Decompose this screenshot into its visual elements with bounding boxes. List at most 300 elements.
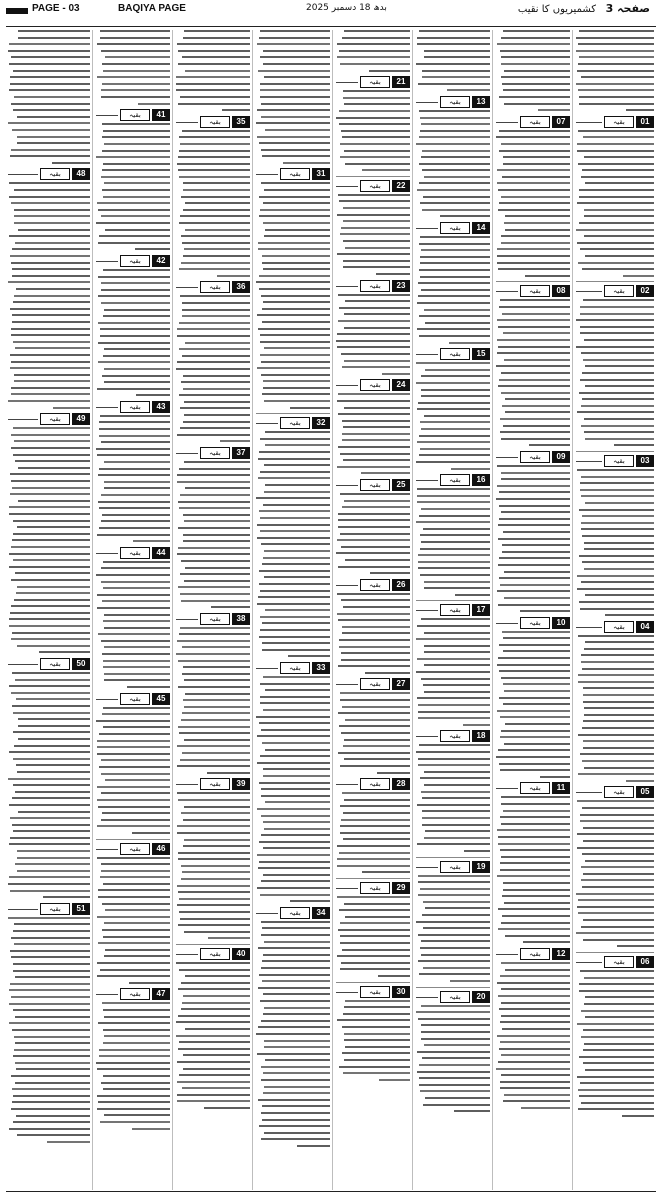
label-rule bbox=[416, 480, 438, 481]
column-7 bbox=[96, 30, 170, 1190]
label-rule bbox=[176, 122, 198, 123]
story-label bbox=[416, 222, 490, 234]
story-text bbox=[336, 493, 410, 574]
story-tag: بقیہ bbox=[440, 474, 470, 486]
story-tag: بقیہ bbox=[520, 948, 550, 960]
story-number: 49 bbox=[72, 413, 90, 425]
story-tag: بقیہ bbox=[440, 604, 470, 616]
story-number: 28 bbox=[392, 778, 410, 790]
story-number: 23 bbox=[392, 280, 410, 292]
story-text bbox=[8, 30, 90, 164]
story-tag: بقیہ bbox=[360, 579, 390, 591]
column-4 bbox=[336, 30, 410, 1190]
story-number: 31 bbox=[312, 168, 330, 180]
label-rule bbox=[96, 261, 118, 262]
story-number: 37 bbox=[232, 447, 250, 459]
story-number: 22 bbox=[392, 180, 410, 192]
story-number: 21 bbox=[392, 76, 410, 88]
story-tag: بقیہ bbox=[360, 678, 390, 690]
story-tag: بقیہ bbox=[280, 417, 310, 429]
story-number: 10 bbox=[552, 617, 570, 629]
story-number: 32 bbox=[312, 417, 330, 429]
story-tag: بقیہ bbox=[520, 451, 550, 463]
story-tag: بقیہ bbox=[360, 986, 390, 998]
story-number: 16 bbox=[472, 474, 490, 486]
story-text bbox=[336, 90, 410, 171]
story-label bbox=[256, 168, 330, 180]
story-number: 06 bbox=[636, 956, 654, 968]
section-name: BAQIYA PAGE bbox=[118, 3, 186, 14]
footer-rule bbox=[6, 1191, 656, 1192]
story-label bbox=[336, 280, 410, 292]
label-rule bbox=[336, 585, 358, 586]
story-label bbox=[496, 948, 570, 960]
label-rule bbox=[256, 423, 278, 424]
story-number: 17 bbox=[472, 604, 490, 616]
story-number: 18 bbox=[472, 730, 490, 742]
story-text bbox=[176, 295, 250, 442]
story-label bbox=[176, 778, 250, 790]
story-label bbox=[336, 986, 410, 998]
story-tag: بقیہ bbox=[120, 255, 150, 267]
masthead bbox=[518, 2, 650, 15]
story-text bbox=[576, 970, 654, 1117]
story-number: 30 bbox=[392, 986, 410, 998]
story-tag: بقیہ bbox=[280, 907, 310, 919]
story-label bbox=[496, 451, 570, 463]
story-number: 33 bbox=[312, 662, 330, 674]
story-tag: بقیہ bbox=[604, 455, 634, 467]
story-tag: بقیہ bbox=[360, 882, 390, 894]
column-separator bbox=[412, 30, 413, 1190]
story-tag: بقیہ bbox=[440, 348, 470, 360]
label-rule bbox=[576, 291, 602, 292]
column-2 bbox=[496, 30, 570, 1190]
story-tag: بقیہ bbox=[40, 413, 70, 425]
label-rule bbox=[416, 610, 438, 611]
label-rule bbox=[576, 962, 602, 963]
masthead-script: کشمیریوں کا نقیب bbox=[517, 4, 597, 15]
story-number: 41 bbox=[152, 109, 170, 121]
story-text bbox=[8, 917, 90, 1143]
story-divider bbox=[336, 878, 410, 879]
story-number: 38 bbox=[232, 613, 250, 625]
story-text bbox=[336, 593, 410, 674]
column-separator bbox=[572, 30, 573, 1190]
label-rule bbox=[496, 457, 518, 458]
story-text bbox=[336, 792, 410, 873]
story-tag: بقیہ bbox=[120, 988, 150, 1000]
label-rule bbox=[336, 684, 358, 685]
story-label bbox=[176, 281, 250, 293]
story-text bbox=[96, 269, 170, 396]
story-label bbox=[496, 116, 570, 128]
label-rule bbox=[336, 485, 358, 486]
story-tag: بقیہ bbox=[40, 168, 70, 180]
story-number: 47 bbox=[152, 988, 170, 1000]
story-text bbox=[496, 30, 570, 111]
column-separator bbox=[172, 30, 173, 1190]
label-rule bbox=[576, 792, 602, 793]
label-rule bbox=[336, 385, 358, 386]
story-label bbox=[256, 662, 330, 674]
story-tag: بقیہ bbox=[360, 180, 390, 192]
label-rule bbox=[576, 627, 602, 628]
story-text bbox=[576, 30, 654, 111]
story-tag: بقیہ bbox=[280, 662, 310, 674]
story-label bbox=[8, 168, 90, 180]
story-number: 50 bbox=[72, 658, 90, 670]
column-separator bbox=[492, 30, 493, 1190]
story-divider bbox=[496, 281, 570, 282]
story-number: 15 bbox=[472, 348, 490, 360]
story-text bbox=[96, 857, 170, 984]
story-number: 02 bbox=[636, 285, 654, 297]
story-text bbox=[416, 1005, 490, 1113]
label-rule bbox=[256, 913, 278, 914]
story-text bbox=[96, 707, 170, 834]
story-text bbox=[176, 792, 250, 939]
column-separator bbox=[92, 30, 93, 1190]
story-number: 27 bbox=[392, 678, 410, 690]
story-number: 42 bbox=[152, 255, 170, 267]
story-tag: بقیہ bbox=[360, 479, 390, 491]
story-number: 14 bbox=[472, 222, 490, 234]
story-number: 44 bbox=[152, 547, 170, 559]
story-text bbox=[96, 561, 170, 688]
label-rule bbox=[416, 102, 438, 103]
story-text bbox=[256, 30, 330, 164]
story-label bbox=[96, 547, 170, 559]
story-text bbox=[576, 299, 654, 446]
story-text bbox=[496, 796, 570, 943]
story-text bbox=[96, 30, 170, 105]
story-text bbox=[176, 30, 250, 111]
story-tag: بقیہ bbox=[360, 778, 390, 790]
story-label bbox=[336, 882, 410, 894]
label-rule bbox=[576, 122, 602, 123]
column-8 bbox=[8, 30, 90, 1190]
story-number: 03 bbox=[636, 455, 654, 467]
story-label bbox=[576, 786, 654, 798]
story-label bbox=[576, 116, 654, 128]
story-label bbox=[416, 348, 490, 360]
label-rule bbox=[176, 287, 198, 288]
story-text bbox=[496, 130, 570, 277]
label-rule bbox=[416, 354, 438, 355]
story-label bbox=[336, 76, 410, 88]
story-number: 13 bbox=[472, 96, 490, 108]
story-text bbox=[416, 618, 490, 726]
story-number: 26 bbox=[392, 579, 410, 591]
story-text bbox=[336, 1000, 410, 1081]
story-label bbox=[8, 413, 90, 425]
story-tag: بقیہ bbox=[520, 116, 550, 128]
story-text bbox=[336, 294, 410, 375]
story-label bbox=[576, 285, 654, 297]
story-label bbox=[496, 782, 570, 794]
label-rule bbox=[496, 954, 518, 955]
story-number: 12 bbox=[552, 948, 570, 960]
story-number: 05 bbox=[636, 786, 654, 798]
story-number: 45 bbox=[152, 693, 170, 705]
story-label bbox=[176, 613, 250, 625]
label-rule bbox=[176, 453, 198, 454]
story-number: 39 bbox=[232, 778, 250, 790]
story-label bbox=[416, 474, 490, 486]
label-rule bbox=[416, 228, 438, 229]
story-divider bbox=[176, 944, 250, 945]
story-text bbox=[336, 896, 410, 977]
story-text bbox=[176, 627, 250, 774]
label-rule bbox=[176, 954, 198, 955]
story-label bbox=[176, 447, 250, 459]
story-tag: بقیہ bbox=[200, 281, 230, 293]
story-label bbox=[416, 861, 490, 873]
story-label bbox=[96, 109, 170, 121]
story-tag: بقیہ bbox=[120, 109, 150, 121]
story-tag: بقیہ bbox=[200, 613, 230, 625]
story-label bbox=[176, 948, 250, 960]
story-tag: بقیہ bbox=[120, 843, 150, 855]
story-label bbox=[336, 778, 410, 790]
story-text bbox=[416, 875, 490, 983]
story-tag: بقیہ bbox=[604, 621, 634, 633]
story-number: 46 bbox=[152, 843, 170, 855]
label-rule bbox=[416, 736, 438, 737]
story-number: 36 bbox=[232, 281, 250, 293]
label-rule bbox=[336, 82, 358, 83]
story-number: 29 bbox=[392, 882, 410, 894]
story-text bbox=[416, 236, 490, 344]
label-rule bbox=[96, 994, 118, 995]
story-label bbox=[336, 479, 410, 491]
story-text bbox=[416, 30, 490, 91]
story-label bbox=[256, 907, 330, 919]
story-number: 11 bbox=[552, 782, 570, 794]
story-tag: بقیہ bbox=[200, 116, 230, 128]
story-tag: بقیہ bbox=[604, 285, 634, 297]
story-tag: بقیہ bbox=[520, 285, 550, 297]
story-divider bbox=[416, 600, 490, 601]
story-tag: بقیہ bbox=[604, 786, 634, 798]
story-tag: بقیہ bbox=[200, 778, 230, 790]
story-label bbox=[256, 417, 330, 429]
story-text bbox=[496, 299, 570, 446]
label-rule bbox=[336, 186, 358, 187]
story-divider bbox=[416, 857, 490, 858]
story-text bbox=[256, 676, 330, 902]
story-divider bbox=[576, 952, 654, 953]
page-label: PAGE - 03 bbox=[32, 3, 80, 14]
label-rule bbox=[256, 668, 278, 669]
story-tag: بقیہ bbox=[440, 222, 470, 234]
story-divider bbox=[576, 281, 654, 282]
story-divider bbox=[256, 413, 330, 414]
story-number: 20 bbox=[472, 991, 490, 1003]
label-rule bbox=[8, 174, 38, 175]
story-number: 25 bbox=[392, 479, 410, 491]
label-rule bbox=[336, 784, 358, 785]
story-text bbox=[416, 362, 490, 470]
story-text bbox=[96, 415, 170, 542]
page-header bbox=[6, 0, 656, 27]
story-label bbox=[336, 379, 410, 391]
story-label bbox=[496, 285, 570, 297]
story-label bbox=[416, 730, 490, 742]
column-6 bbox=[176, 30, 250, 1190]
story-text bbox=[336, 393, 410, 474]
story-divider bbox=[416, 987, 490, 988]
story-text bbox=[256, 431, 330, 657]
story-tag: بقیہ bbox=[40, 658, 70, 670]
story-number: 34 bbox=[312, 907, 330, 919]
story-divider bbox=[336, 176, 410, 177]
story-label bbox=[576, 956, 654, 968]
story-number: 01 bbox=[636, 116, 654, 128]
story-text bbox=[496, 962, 570, 1109]
story-text bbox=[256, 921, 330, 1147]
story-text bbox=[176, 130, 250, 277]
story-text bbox=[8, 427, 90, 653]
label-rule bbox=[8, 664, 38, 665]
header-marker-bar bbox=[6, 8, 28, 14]
story-label bbox=[576, 621, 654, 633]
story-tag: بقیہ bbox=[360, 76, 390, 88]
story-text bbox=[8, 672, 90, 898]
story-text bbox=[416, 488, 490, 596]
story-text bbox=[416, 744, 490, 852]
story-label bbox=[336, 180, 410, 192]
story-text bbox=[176, 962, 250, 1109]
story-text bbox=[576, 130, 654, 277]
story-label bbox=[8, 903, 90, 915]
story-label bbox=[96, 693, 170, 705]
issue-date: بدھ 18 دسمبر 2025 bbox=[306, 3, 387, 13]
story-tag: بقیہ bbox=[120, 547, 150, 559]
story-label bbox=[8, 658, 90, 670]
label-rule bbox=[416, 867, 438, 868]
label-rule bbox=[496, 122, 518, 123]
label-rule bbox=[576, 461, 602, 462]
story-text bbox=[496, 465, 570, 612]
story-number: 35 bbox=[232, 116, 250, 128]
story-text bbox=[576, 635, 654, 782]
story-label bbox=[96, 401, 170, 413]
label-rule bbox=[336, 888, 358, 889]
label-rule bbox=[96, 849, 118, 850]
story-label bbox=[96, 843, 170, 855]
story-label bbox=[416, 96, 490, 108]
story-number: 40 bbox=[232, 948, 250, 960]
story-number: 09 bbox=[552, 451, 570, 463]
story-tag: بقیہ bbox=[520, 617, 550, 629]
label-rule bbox=[336, 992, 358, 993]
story-label bbox=[96, 255, 170, 267]
story-label bbox=[576, 455, 654, 467]
story-tag: بقیہ bbox=[280, 168, 310, 180]
story-tag: بقیہ bbox=[604, 956, 634, 968]
story-label bbox=[336, 678, 410, 690]
story-text bbox=[576, 800, 654, 947]
story-divider bbox=[96, 839, 170, 840]
page-number-script: صفحہ 3 bbox=[605, 2, 650, 15]
label-rule bbox=[96, 699, 118, 700]
story-label bbox=[336, 579, 410, 591]
story-number: 43 bbox=[152, 401, 170, 413]
story-tag: بقیہ bbox=[604, 116, 634, 128]
story-text bbox=[176, 461, 250, 608]
column-3 bbox=[416, 30, 490, 1190]
column-5 bbox=[256, 30, 330, 1190]
newspaper-page bbox=[6, 0, 656, 1200]
label-rule bbox=[496, 291, 518, 292]
story-tag: بقیہ bbox=[200, 447, 230, 459]
story-tag: بقیہ bbox=[360, 379, 390, 391]
story-text bbox=[8, 182, 90, 408]
story-text bbox=[96, 123, 170, 250]
story-text bbox=[336, 30, 410, 72]
label-rule bbox=[8, 419, 38, 420]
column-separator bbox=[252, 30, 253, 1190]
story-text bbox=[576, 469, 654, 616]
story-text bbox=[496, 631, 570, 778]
story-text bbox=[416, 110, 490, 218]
story-tag: بقیہ bbox=[120, 693, 150, 705]
story-text bbox=[256, 182, 330, 408]
story-tag: بقیہ bbox=[200, 948, 230, 960]
story-tag: بقیہ bbox=[440, 730, 470, 742]
story-tag: بقیہ bbox=[120, 401, 150, 413]
label-rule bbox=[496, 623, 518, 624]
story-divider bbox=[576, 451, 654, 452]
story-text bbox=[336, 692, 410, 773]
story-label bbox=[416, 991, 490, 1003]
column-separator bbox=[332, 30, 333, 1190]
label-rule bbox=[8, 909, 38, 910]
story-text bbox=[96, 1002, 170, 1129]
story-label bbox=[176, 116, 250, 128]
story-number: 51 bbox=[72, 903, 90, 915]
story-number: 48 bbox=[72, 168, 90, 180]
story-tag: بقیہ bbox=[40, 903, 70, 915]
story-number: 07 bbox=[552, 116, 570, 128]
story-tag: بقیہ bbox=[440, 96, 470, 108]
story-label bbox=[96, 988, 170, 1000]
story-tag: بقیہ bbox=[440, 991, 470, 1003]
story-tag: بقیہ bbox=[360, 280, 390, 292]
story-number: 19 bbox=[472, 861, 490, 873]
label-rule bbox=[176, 619, 198, 620]
story-divider bbox=[336, 982, 410, 983]
story-number: 04 bbox=[636, 621, 654, 633]
label-rule bbox=[256, 174, 278, 175]
label-rule bbox=[176, 784, 198, 785]
story-tag: بقیہ bbox=[440, 861, 470, 873]
label-rule bbox=[96, 553, 118, 554]
story-number: 08 bbox=[552, 285, 570, 297]
story-label bbox=[496, 617, 570, 629]
label-rule bbox=[416, 997, 438, 998]
story-label bbox=[416, 604, 490, 616]
label-rule bbox=[496, 788, 518, 789]
column-1 bbox=[576, 30, 654, 1190]
story-tag: بقیہ bbox=[520, 782, 550, 794]
story-text bbox=[336, 194, 410, 275]
label-rule bbox=[336, 286, 358, 287]
label-rule bbox=[96, 115, 118, 116]
label-rule bbox=[96, 407, 118, 408]
